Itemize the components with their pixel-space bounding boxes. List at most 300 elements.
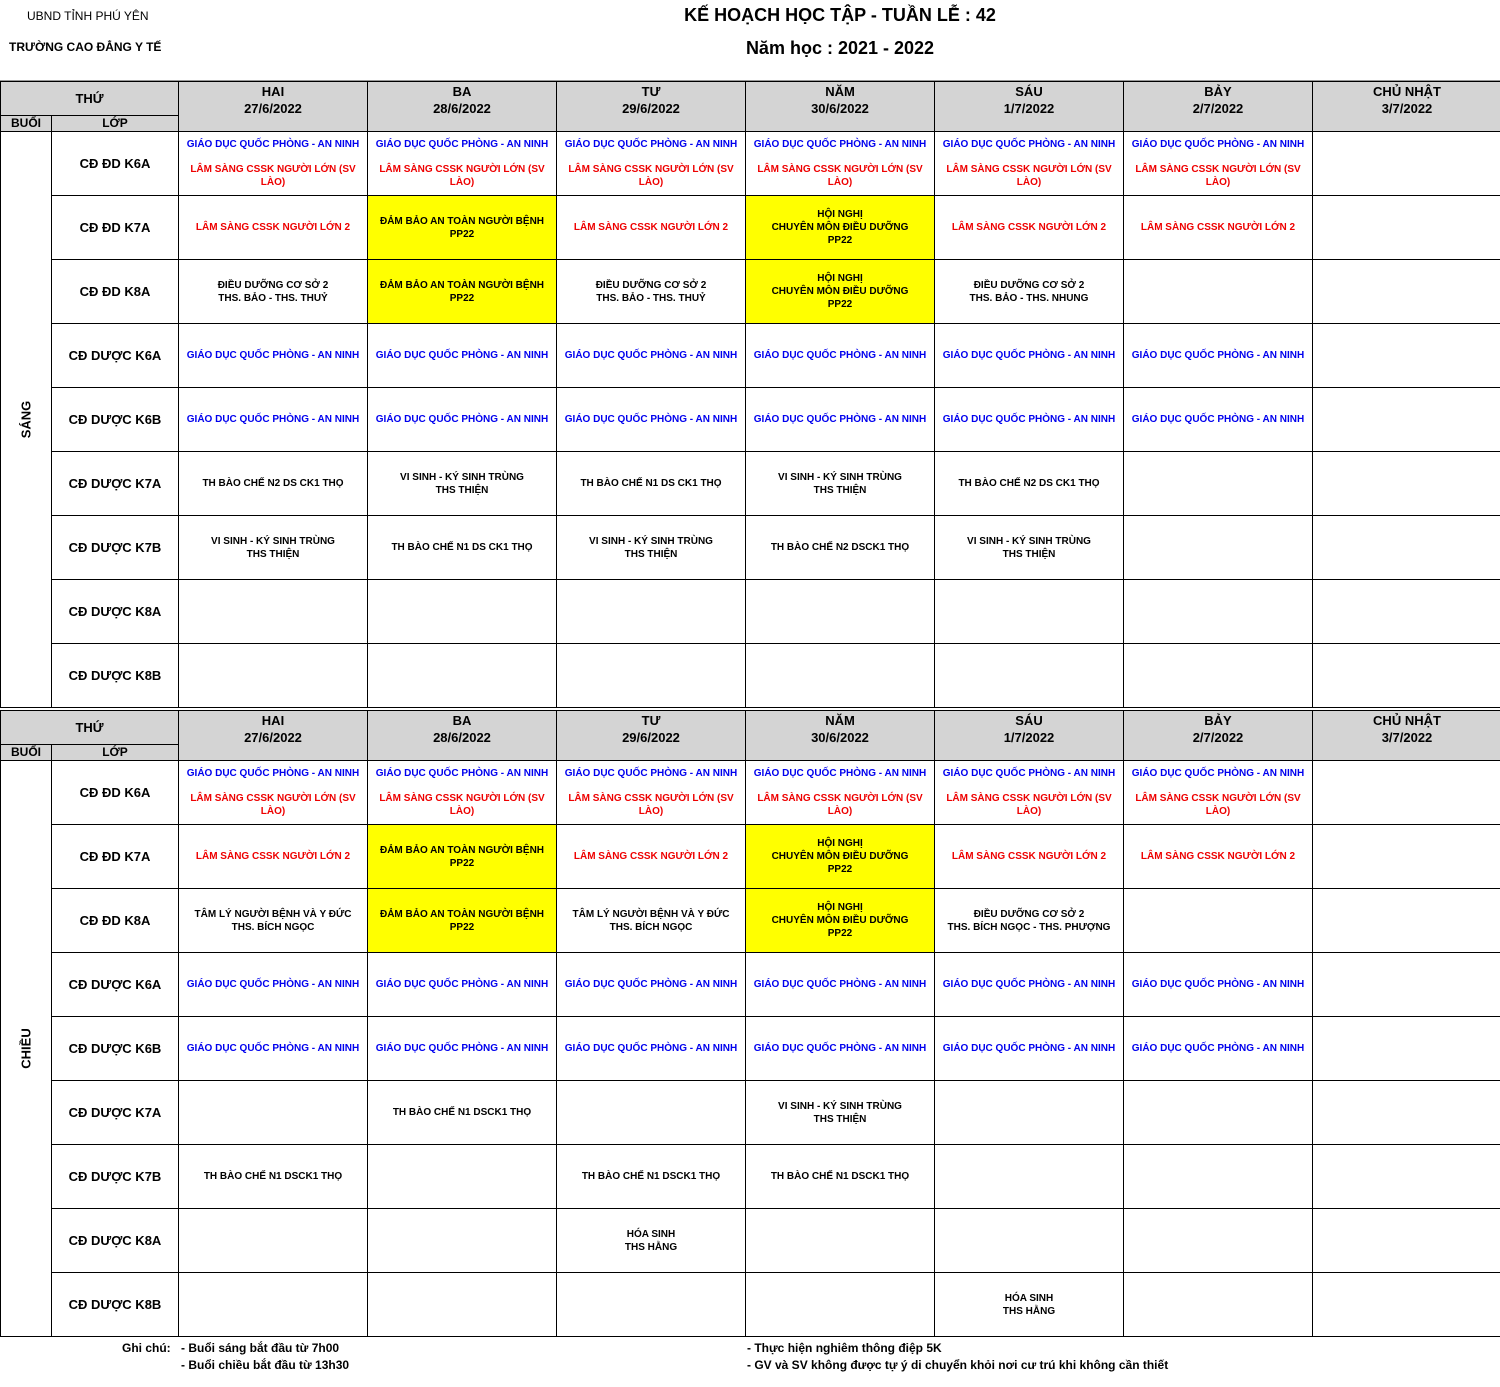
table-row: [1, 132, 1500, 196]
schedule-cell: [179, 388, 368, 452]
day-header: [1313, 82, 1500, 132]
day-name: TƯ: [641, 84, 661, 99]
cell-line: THS HẰNG: [1002, 1305, 1056, 1317]
table-row: [1, 260, 1500, 324]
day-name: CHỦ NHẬT: [1373, 713, 1441, 728]
cell-line: THS THIỆN: [435, 484, 489, 496]
cell-line: TH BÀO CHẾ N1 DS CK1 THỌ: [391, 542, 533, 553]
schedule-cell: [935, 196, 1124, 260]
cell-line: VI SINH - KÝ SINH TRÙNG: [778, 1100, 902, 1112]
day-date: 27/6/2022: [244, 730, 302, 745]
day-header: [1313, 711, 1500, 761]
schedule-cell: [557, 516, 746, 580]
schedule-cell: [557, 953, 746, 1017]
day-date: 2/7/2022: [1192, 101, 1244, 116]
cell-line: LÂM SÀNG CSSK NGƯỜI LỚN (SV LÀO): [757, 164, 923, 188]
cell-line: LÂM SÀNG CSSK NGƯỜI LỚN (SV LÀO): [946, 164, 1112, 188]
cell-line: HÓA SINH: [1004, 1292, 1054, 1304]
header-thu-label: THỨ: [75, 91, 104, 106]
schedule-cell: [1313, 761, 1500, 825]
class-name-text: CĐ DƯỢC K7B: [68, 1169, 162, 1184]
table-row: [1, 452, 1500, 516]
day-name: BẢY: [1204, 84, 1232, 99]
class-name-text: CĐ ĐD K7A: [79, 849, 151, 864]
day-date: 1/7/2022: [1003, 101, 1055, 116]
schedule-cell: [935, 452, 1124, 516]
cell-line: PP22: [449, 228, 475, 240]
cell-line: PP22: [827, 299, 853, 310]
schedule-cell: [1124, 388, 1313, 452]
schedule-cell: [1313, 644, 1500, 708]
day-date: 27/6/2022: [244, 101, 302, 116]
cell-line: GIÁO DỤC QUỐC PHÒNG - AN NINH: [375, 1043, 549, 1054]
day-date: 28/6/2022: [433, 101, 491, 116]
cell-line: GIÁO DỤC QUỐC PHÒNG - AN NINH: [753, 350, 927, 361]
schedule-cell: [368, 889, 557, 953]
schedule-cell: [746, 1273, 935, 1337]
day-name: NĂM: [825, 84, 855, 99]
cell-line: THS THIỆN: [813, 484, 867, 496]
schedule-cell: [1313, 580, 1500, 644]
notes-label: Ghi chú:: [122, 1341, 171, 1355]
class-name-text: CĐ DƯỢC K8B: [68, 668, 162, 683]
schedule-cell: [746, 1145, 935, 1209]
note-5k: - Thực hiện nghiêm thông điệp 5K: [747, 1341, 942, 1355]
cell-line: TH BÀO CHẾ N1 DSCK1 THỌ: [581, 1171, 721, 1182]
schedule-cell: [935, 1273, 1124, 1337]
schedule-cell: [1124, 324, 1313, 388]
schedule-cell: [935, 580, 1124, 644]
class-name: [52, 1145, 179, 1209]
cell-line: LÂM SÀNG CSSK NGƯỜI LỚN (SV LÀO): [1135, 164, 1301, 188]
schedule-cell: [746, 644, 935, 708]
class-name-text: CĐ DƯỢC K7B: [68, 540, 162, 555]
schedule-cell: [746, 889, 935, 953]
schedule-cell: [179, 1273, 368, 1337]
schedule-cell: [935, 260, 1124, 324]
schedule-cell: [935, 1081, 1124, 1145]
table-row: [1, 1017, 1500, 1081]
class-name: [52, 1081, 179, 1145]
class-name: [52, 516, 179, 580]
schedule-cell: [557, 580, 746, 644]
cell-line: THS THIỆN: [246, 548, 300, 560]
cell-line: ĐẢM BẢO AN TOÀN NGƯỜI BỆNH: [379, 215, 545, 227]
schedule-cell: [1313, 1209, 1500, 1273]
day-header: [179, 711, 368, 761]
day-header: [368, 711, 557, 761]
class-name-text: CĐ DƯỢC K6B: [68, 412, 162, 427]
schedule-cell: [935, 516, 1124, 580]
schedule-cell: [368, 1081, 557, 1145]
schedule-cell: [179, 1017, 368, 1081]
cell-line: ĐIỀU DƯỠNG CƠ SỞ 2: [973, 279, 1085, 291]
day-header: [746, 82, 935, 132]
day-name: CHỦ NHẬT: [1373, 84, 1441, 99]
table-row: [1, 1209, 1500, 1273]
schedule-cell: [935, 1145, 1124, 1209]
day-header: [935, 82, 1124, 132]
cell-line: GIÁO DỤC QUỐC PHÒNG - AN NINH: [186, 979, 360, 990]
header-lop-label: LỚP: [102, 116, 128, 130]
cell-line: ĐIỀU DƯỠNG CƠ SỞ 2: [217, 279, 329, 291]
header-thu: [1, 82, 179, 116]
schedule-cell: [1313, 260, 1500, 324]
class-name-text: CĐ DƯỢC K6B: [68, 1041, 162, 1056]
cell-line: LÂM SÀNG CSSK NGƯỜI LỚN 2: [195, 851, 351, 862]
schedule-cell: [179, 1081, 368, 1145]
schedule-cell: [746, 1081, 935, 1145]
day-header: [557, 711, 746, 761]
class-name-text: CĐ DƯỢC K8A: [68, 604, 162, 619]
schedule-cell: [746, 1209, 935, 1273]
cell-line: GIÁO DỤC QUỐC PHÒNG - AN NINH: [564, 1043, 738, 1054]
cell-line: GIÁO DỤC QUỐC PHÒNG - AN NINH: [375, 414, 549, 425]
cell-line: LÂM SÀNG CSSK NGƯỜI LỚN 2: [573, 851, 729, 862]
day-name: NĂM: [825, 713, 855, 728]
table-row: [1, 953, 1500, 1017]
note-afternoon: - Buổi chiều bắt đầu từ 13h30: [181, 1358, 350, 1372]
cell-line: TH BÀO CHẾ N1 DSCK1 THỌ: [770, 1171, 910, 1182]
schedule-cell: [368, 761, 557, 825]
class-name-text: CĐ DƯỢC K8A: [68, 1233, 162, 1248]
day-name: HAI: [261, 713, 285, 728]
cell-line: GIÁO DỤC QUỐC PHÒNG - AN NINH: [942, 350, 1116, 361]
class-name: [52, 953, 179, 1017]
cell-line: HỘI NGHỊ: [817, 273, 863, 284]
schedule-cell: [368, 196, 557, 260]
day-header: [368, 82, 557, 132]
day-date: 3/7/2022: [1381, 101, 1433, 116]
class-name: [52, 1273, 179, 1337]
header-lop: [52, 116, 179, 132]
table-row: [1, 1081, 1500, 1145]
schedule-cell: [557, 889, 746, 953]
cell-line: THS. BẢO - THS. THUỶ: [218, 292, 328, 304]
schedule-cell: [1313, 1273, 1500, 1337]
cell-line: THS. BẢO - THS. THUỶ: [596, 292, 706, 304]
schedule-cell: [1313, 516, 1500, 580]
cell-line: TÂM LÝ NGƯỜI BỆNH VÀ Y ĐỨC: [194, 908, 352, 920]
schedule-cell: [935, 1017, 1124, 1081]
header-buoi-label: BUỔI: [11, 116, 41, 130]
schedule-cell: [746, 1017, 935, 1081]
day-name: BA: [452, 713, 472, 728]
header-thu: [1, 711, 179, 745]
schedule-cell: [1124, 1273, 1313, 1337]
day-name: TƯ: [641, 713, 661, 728]
schedule-cell: [746, 260, 935, 324]
schedule-cell: [935, 388, 1124, 452]
schedule-cell: [557, 388, 746, 452]
school-name: TRƯỜNG CAO ĐẲNG Y TẾ: [9, 40, 162, 54]
notes-section: [0, 1340, 1500, 1387]
schedule-cell: [179, 260, 368, 324]
schedule-cell: [1313, 1081, 1500, 1145]
cell-line: LÂM SÀNG CSSK NGƯỜI LỚN (SV LÀO): [379, 164, 545, 188]
schedule-cell: [557, 1017, 746, 1081]
schedule-cell: [557, 1081, 746, 1145]
schedule-cell: [179, 644, 368, 708]
cell-line: GIÁO DỤC QUỐC PHÒNG - AN NINH: [753, 139, 927, 150]
class-name-text: CĐ ĐD K6A: [79, 156, 151, 171]
header-buoi: [1, 745, 52, 761]
day-name: BA: [452, 84, 472, 99]
schedule-table-morning: [0, 81, 1500, 708]
cell-line: TH BÀO CHẾ N2 DSCK1 THỌ: [770, 542, 910, 553]
schedule-cell: [557, 825, 746, 889]
day-date: 29/6/2022: [622, 730, 680, 745]
schedule-cell: [557, 761, 746, 825]
cell-line: CHUYÊN MÔN ĐIỀU DƯỠNG: [771, 286, 909, 297]
schedule-cell: [368, 825, 557, 889]
schedule-cell: [1313, 324, 1500, 388]
cell-line: GIÁO DỤC QUỐC PHÒNG - AN NINH: [1131, 768, 1305, 779]
header-lop: [52, 745, 179, 761]
schedule-cell: [1124, 516, 1313, 580]
cell-line: LÂM SÀNG CSSK NGƯỜI LỚN (SV LÀO): [379, 793, 545, 817]
cell-line: LÂM SÀNG CSSK NGƯỜI LỚN 2: [951, 222, 1107, 233]
cell-line: LÂM SÀNG CSSK NGƯỜI LỚN (SV LÀO): [946, 793, 1112, 817]
cell-line: TH BÀO CHẾ N2 DS CK1 THỌ: [202, 478, 344, 489]
cell-line: LÂM SÀNG CSSK NGƯỜI LỚN (SV LÀO): [190, 793, 356, 817]
session-name: SÁNG: [18, 400, 34, 438]
class-name-text: CĐ ĐD K8A: [79, 284, 151, 299]
cell-line: TH BÀO CHẾ N1 DSCK1 THỌ: [392, 1107, 532, 1118]
schedule-cell: [179, 516, 368, 580]
schedule-cell: [746, 825, 935, 889]
table-row: [1, 825, 1500, 889]
cell-line: CHUYÊN MÔN ĐIỀU DƯỠNG: [771, 222, 909, 233]
schedule-cell: [935, 132, 1124, 196]
schedule-cell: [1124, 1209, 1313, 1273]
cell-line: GIÁO DỤC QUỐC PHÒNG - AN NINH: [942, 979, 1116, 990]
cell-line: LÂM SÀNG CSSK NGƯỜI LỚN (SV LÀO): [568, 164, 734, 188]
cell-line: GIÁO DỤC QUỐC PHÒNG - AN NINH: [375, 350, 549, 361]
schedule-cell: [746, 452, 935, 516]
cell-line: THS. BÍCH NGỌC: [231, 921, 315, 933]
cell-line: GIÁO DỤC QUỐC PHÒNG - AN NINH: [942, 1043, 1116, 1054]
day-header: [557, 82, 746, 132]
note-movement: - GV và SV không được tự ý di chuyển khỏi nơi cư trú khi không cần thiết: [747, 1358, 1169, 1372]
cell-line: GIÁO DỤC QUỐC PHÒNG - AN NINH: [186, 1043, 360, 1054]
schedule-cell: [1313, 132, 1500, 196]
cell-line: PP22: [827, 235, 853, 246]
day-header: [746, 711, 935, 761]
schedule-cell: [557, 260, 746, 324]
cell-line: ĐIỀU DƯỠNG CƠ SỞ 2: [973, 908, 1085, 920]
cell-line: GIÁO DỤC QUỐC PHÒNG - AN NINH: [186, 139, 360, 150]
cell-line: ĐẢM BẢO AN TOÀN NGƯỜI BỆNH: [379, 279, 545, 291]
day-date: 30/6/2022: [811, 730, 869, 745]
schedule-cell: [179, 953, 368, 1017]
class-name-text: CĐ ĐD K7A: [79, 220, 151, 235]
schedule-cell: [368, 1017, 557, 1081]
schedule-cell: [1124, 452, 1313, 516]
cell-line: GIÁO DỤC QUỐC PHÒNG - AN NINH: [753, 1043, 927, 1054]
cell-line: GIÁO DỤC QUỐC PHÒNG - AN NINH: [564, 979, 738, 990]
header-buoi: [1, 116, 52, 132]
class-name: [52, 644, 179, 708]
cell-line: HỘI NGHỊ: [817, 838, 863, 849]
day-header: [1124, 82, 1313, 132]
class-name: [52, 452, 179, 516]
day-name: SÁU: [1015, 84, 1043, 99]
schedule-cell: [1124, 1081, 1313, 1145]
table-row: [1, 761, 1500, 825]
cell-line: TH BÀO CHẾ N2 DS CK1 THỌ: [958, 478, 1100, 489]
schedule-cell: [368, 260, 557, 324]
session-label: [1, 132, 52, 708]
schedule-cell: [368, 324, 557, 388]
cell-line: THS THIỆN: [1002, 548, 1056, 560]
cell-line: ĐẢM BẢO AN TOÀN NGƯỜI BỆNH: [379, 908, 545, 920]
table-row: [1, 516, 1500, 580]
day-name: HAI: [261, 84, 285, 99]
cell-line: LÂM SÀNG CSSK NGƯỜI LỚN (SV LÀO): [190, 164, 356, 188]
class-name: [52, 196, 179, 260]
schedule-cell: [368, 580, 557, 644]
cell-line: LÂM SÀNG CSSK NGƯỜI LỚN 2: [951, 851, 1107, 862]
cell-line: GIÁO DỤC QUỐC PHÒNG - AN NINH: [753, 768, 927, 779]
schedule-cell: [1124, 761, 1313, 825]
class-name: [52, 132, 179, 196]
schedule-cell: [746, 516, 935, 580]
schedule-cell: [1313, 452, 1500, 516]
cell-line: VI SINH - KÝ SINH TRÙNG: [967, 535, 1091, 547]
cell-line: TH BÀO CHẾ N1 DSCK1 THỌ: [203, 1171, 343, 1182]
day-name: SÁU: [1015, 713, 1043, 728]
cell-line: GIÁO DỤC QUỐC PHÒNG - AN NINH: [753, 414, 927, 425]
schedule-cell: [935, 889, 1124, 953]
cell-line: THS HẰNG: [624, 1241, 678, 1253]
cell-line: GIÁO DỤC QUỐC PHÒNG - AN NINH: [186, 350, 360, 361]
schedule-cell: [179, 761, 368, 825]
table-row: [1, 388, 1500, 452]
cell-line: LÂM SÀNG CSSK NGƯỜI LỚN (SV LÀO): [757, 793, 923, 817]
schedule-cell: [368, 452, 557, 516]
cell-line: TÂM LÝ NGƯỜI BỆNH VÀ Y ĐỨC: [572, 908, 730, 920]
schedule-cell: [179, 825, 368, 889]
schedule-cell: [935, 1209, 1124, 1273]
schedule-cell: [746, 580, 935, 644]
cell-line: THS. BÍCH NGỌC: [609, 921, 693, 933]
schedule-cell: [746, 388, 935, 452]
schedule-cell: [179, 196, 368, 260]
schedule-cell: [1124, 260, 1313, 324]
schedule-cell: [557, 452, 746, 516]
schedule-cell: [1124, 1017, 1313, 1081]
session-name: CHIỀU: [18, 1027, 34, 1069]
day-date: 3/7/2022: [1381, 730, 1433, 745]
schedule-cell: [557, 196, 746, 260]
day-date: 28/6/2022: [433, 730, 491, 745]
schedule-table-afternoon: [0, 710, 1500, 1337]
cell-line: LÂM SÀNG CSSK NGƯỜI LỚN (SV LÀO): [1135, 793, 1301, 817]
cell-line: LÂM SÀNG CSSK NGƯỜI LỚN 2: [195, 222, 351, 233]
schedule-cell: [368, 1145, 557, 1209]
class-name-text: CĐ ĐD K6A: [79, 785, 151, 800]
cell-line: GIÁO DỤC QUỐC PHÒNG - AN NINH: [942, 768, 1116, 779]
cell-line: PP22: [827, 864, 853, 875]
cell-line: ĐẢM BẢO AN TOÀN NGƯỜI BỆNH: [379, 844, 545, 856]
schedule-cell: [1124, 580, 1313, 644]
table-row: [1, 196, 1500, 260]
cell-line: LÂM SÀNG CSSK NGƯỜI LỚN 2: [573, 222, 729, 233]
cell-line: GIÁO DỤC QUỐC PHÒNG - AN NINH: [942, 414, 1116, 425]
day-header: [179, 82, 368, 132]
cell-line: GIÁO DỤC QUỐC PHÒNG - AN NINH: [186, 768, 360, 779]
schedule-cell: [1313, 889, 1500, 953]
day-date: 2/7/2022: [1192, 730, 1244, 745]
day-date: 1/7/2022: [1003, 730, 1055, 745]
schedule-cell: [179, 1145, 368, 1209]
note-morning: - Buổi sáng bắt đầu từ 7h00: [181, 1341, 340, 1355]
schedule-cell: [1124, 196, 1313, 260]
cell-line: GIÁO DỤC QUỐC PHÒNG - AN NINH: [942, 139, 1116, 150]
schedule-cell: [935, 825, 1124, 889]
schedule-cell: [368, 1209, 557, 1273]
class-name: [52, 260, 179, 324]
schedule-cell: [1313, 825, 1500, 889]
class-name: [52, 324, 179, 388]
schedule-cell: [368, 388, 557, 452]
cell-line: GIÁO DỤC QUỐC PHÒNG - AN NINH: [564, 414, 738, 425]
class-name: [52, 889, 179, 953]
schedule-cell: [1124, 644, 1313, 708]
cell-line: GIÁO DỤC QUỐC PHÒNG - AN NINH: [564, 139, 738, 150]
cell-line: GIÁO DỤC QUỐC PHÒNG - AN NINH: [1131, 350, 1305, 361]
cell-line: VI SINH - KÝ SINH TRÙNG: [211, 535, 335, 547]
schedule-cell: [1313, 196, 1500, 260]
cell-line: VI SINH - KÝ SINH TRÙNG: [589, 535, 713, 547]
schedule-cell: [179, 324, 368, 388]
cell-line: THS. BẢO - THS. NHUNG: [969, 292, 1089, 304]
class-name: [52, 388, 179, 452]
header-buoi-label: BUỔI: [11, 745, 41, 759]
schedule-cell: [179, 580, 368, 644]
class-name-text: CĐ DƯỢC K6A: [68, 977, 162, 992]
schedule-cell: [368, 132, 557, 196]
schedule-cell: [368, 644, 557, 708]
schedule-cell: [179, 132, 368, 196]
day-name: BẢY: [1204, 713, 1232, 728]
cell-line: LÂM SÀNG CSSK NGƯỜI LỚN (SV LÀO): [568, 793, 734, 817]
schedule-cell: [557, 324, 746, 388]
cell-line: THS. BÍCH NGỌC - THS. PHƯỢNG: [947, 921, 1111, 933]
class-name: [52, 761, 179, 825]
header-thu-label: THỨ: [75, 720, 104, 735]
schedule-cell: [179, 889, 368, 953]
cell-line: GIÁO DỤC QUỐC PHÒNG - AN NINH: [564, 768, 738, 779]
class-name: [52, 825, 179, 889]
org-name: UBND TỈNH PHÚ YÊN: [27, 9, 149, 23]
schedule-cell: [935, 644, 1124, 708]
schedule-cell: [746, 761, 935, 825]
cell-line: GIÁO DỤC QUỐC PHÒNG - AN NINH: [186, 414, 360, 425]
schedule-cell: [557, 1273, 746, 1337]
schedule-cell: [557, 132, 746, 196]
class-name: [52, 1209, 179, 1273]
schedule-cell: [935, 324, 1124, 388]
table-row: [1, 324, 1500, 388]
table-row: [1, 1145, 1500, 1209]
cell-line: VI SINH - KÝ SINH TRÙNG: [400, 471, 524, 483]
schedule-cell: [368, 953, 557, 1017]
school-year: Năm học : 2021 - 2022: [745, 38, 935, 58]
schedule-cell: [1313, 953, 1500, 1017]
cell-line: GIÁO DỤC QUỐC PHÒNG - AN NINH: [1131, 1043, 1305, 1054]
